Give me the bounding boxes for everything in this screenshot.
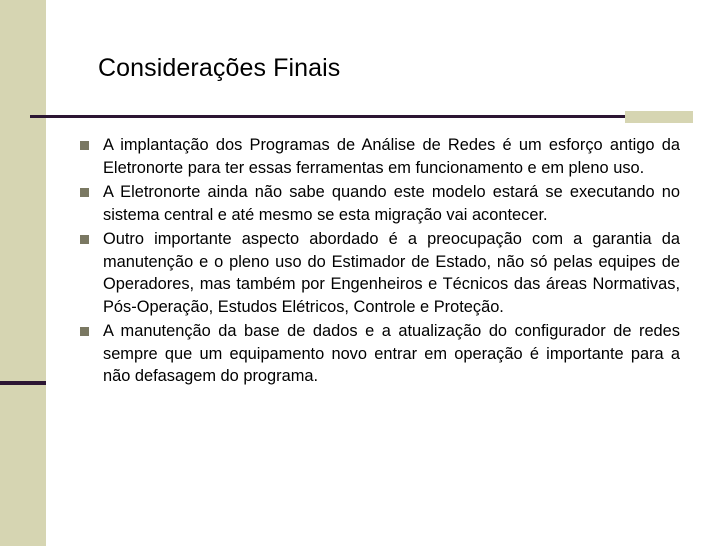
square-bullet-icon — [80, 327, 89, 336]
bullet-text: A implantação dos Programas de Análise de Redes é um esforço antigo da Eletronorte para ter essas ferramentas em funcionamento e em pleno uso. — [103, 136, 680, 177]
bullet-item — [80, 320, 680, 388]
square-bullet-icon — [80, 235, 89, 244]
bullet-item — [80, 228, 680, 318]
bullet-text: Outro importante aspecto abordado é a preocupação com a garantia da manutenção e o pleno uso do Estimador de Estado, não só pelas equipes de Operadores, mas também por Engenheiros e Técnicos das áreas Normativas, Pós-Operação, Estudos Elétricos, Controle e Proteção. — [103, 230, 680, 316]
square-bullet-icon — [80, 141, 89, 150]
bullet-text: A Eletronorte ainda não sabe quando este modelo estará se executando no sistema central e até mesmo se esta migração vai acontecer. — [103, 183, 680, 224]
bullet-list — [80, 134, 680, 390]
bullet-item — [80, 134, 680, 179]
title-divider-accent — [625, 111, 693, 123]
left-accent-stripe — [0, 381, 46, 385]
square-bullet-icon — [80, 188, 89, 197]
title-divider — [30, 115, 625, 118]
left-accent-bar — [0, 0, 46, 546]
bullet-item — [80, 181, 680, 226]
slide-title: Considerações Finais — [98, 54, 341, 82]
bullet-text: A manutenção da base de dados e a atualização do configurador de redes sempre que um equipamento novo entrar em operação é importante para a não defasagem do programa. — [103, 322, 680, 385]
